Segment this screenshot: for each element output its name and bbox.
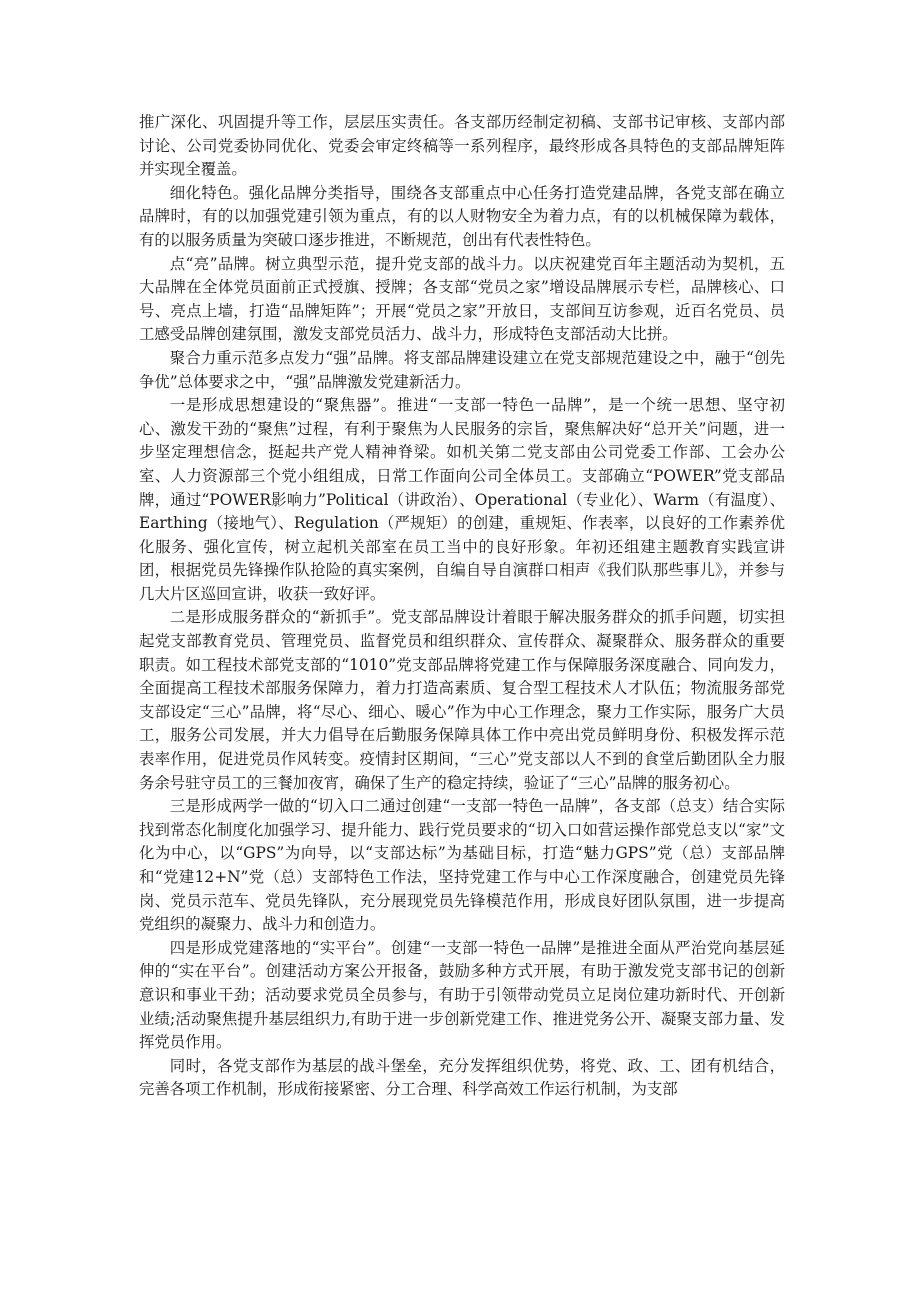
paragraph-meanwhile: 同时，各党支部作为基层的战斗堡垒，充分发挥组织优势，将党、政、工、团有机结合，完善各项工作机制，形成衔接紧密、分工合理、科学高效工作运行机制，为支部 (139, 1056, 785, 1099)
paragraph-point-four: 四是形成党建落地的“实平台”。创建“一支部一特色一品牌”是推进全面从严治党向基层延伸的“实在平台”。创建活动方案公开报备，鼓励多种方式开展，有助于激发党支部书记的创新意识和事业干劲；活动要求党员全员参与，有助于引领带动党员立足岗位建功新时代、开创新业绩;活动聚焦提升基层组织力,有助于进一步创新党建工作、推进党务公开、凝聚支部力量、发挥党员作用。 (139, 938, 785, 1052)
paragraph-point-three: 三是形成两学一做的“切入口二通过创建“一支部一特色一品牌”，各支部（总支）结合实际找到常态化制度化加强学习、提升能力、践行党员要求的“切入口如营运操作部党总支以“家”文化为中心，以“GPS”为向导，以“支部达标”为基础目标，打造“魅力GPS”党（总）支部品牌和“党建12+N”党（总）支部特色工作法，坚持党建工作与中心工作深度融合，创建党员先锋岗、党员示范车、党员先锋队，充分展现党员先锋模范作用，形成良好团队氛围，进一步提高党组织的凝聚力、战斗力和创造力。 (139, 797, 785, 934)
paragraph-light-brand: 点“亮”品牌。树立典型示范，提升党支部的战斗力。以庆祝建党百年主题活动为契机，五大品牌在全体党员面前正式授旗、授牌；各支部“党员之家”增设品牌展示专栏，品牌核心、口号、亮点上墙，打造“品牌矩阵”；开展“党员之家”开放日，支部间互访参观，近百名党员、员工感受品牌创建氛围，激发支部党员活力、战斗力，形成特色支部活动大比拼。 (139, 254, 785, 344)
paragraph-continuation: 推广深化、巩固提升等工作，层层压实责任。各支部历经制定初稿、支部书记审核、支部内部讨论、公司党委协同优化、党委会审定终稿等一系列程序，最终形成各具特色的支部品牌矩阵并实现全覆盖。 (139, 113, 785, 179)
paragraph-strengthen-brand: 聚合力重示范多点发力“强”品牌。将支部品牌建设建立在党支部规范建设之中，融于“创先争优”总体要求之中，“强”品牌激发党建新活力。 (139, 348, 785, 391)
document-body (139, 111, 785, 1102)
paragraph-point-two: 二是形成服务群众的“新抓手”。党支部品牌设计着眼于解决服务群众的抓手问题，切实担起党支部教育党员、管理党员、监督党员和组织群众、宣传群众、凝聚群众、服务群众的重要职责。如工程技术部党支部的“1010”党支部品牌将党建工作与保障服务深度融合、同向发力，全面提高工程技术部服务保障力，着力打造高素质、复合型工程技术人才队伍；物流服务部党支部设定“三心”品牌，将“尽心、细心、暖心”作为中心工作理念，聚力工作实际，服务广大员工，服务公司发展，并大力倡导在后勤服务保障具体工作中亮出党员鲜明身份、积极发挥示范表率作用，促进党员作风转变。疫情封区期间，“三心”党支部以人不到的食堂后勤团队全力服务余号驻守员工的三餐加夜宵，确保了生产的稳定持续，验证了“三心”品牌的服务初心。 (139, 608, 785, 792)
paragraph-point-one: 一是形成思想建设的“聚焦器”。推进“一支部一特色一品牌”，是一个统一思想、坚守初心、激发干劲的“聚焦”过程，有利于聚焦为人民服务的宗旨，聚焦解决好“总开关”问题，进一步坚定理想信念，挺起共产党人精神脊梁。如机关第二党支部由公司党委工作部、工会办公室、人力资源部三个党小组组成，日常工作面向公司全体员工。支部确立“POWER”党支部品牌，通过“POWER影响力”Political（讲政治）、Operational（专业化）、Warm（有温度）、Earthing（接地气）、Regulation（严规矩）的创建，重规矩、作表率，以良好的工作素养优化服务、强化宣传，树立起机关部室在员工当中的良好形象。年初还组建主题教育实践宣讲团，根据党员先锋操作队抢险的真实案例，自编自导自演群口相声《我们队那些事儿》，并参与几大片区巡回宣讲，收获一致好评。 (139, 396, 785, 603)
paragraph-refine-features: 细化特色。强化品牌分类指导，围绕各支部重点中心任务打造党建品牌，各党支部在确立品牌时，有的以加强党建引领为重点，有的以人财物安全为着力点，有的以机械保障为载体，有的以服务质量为突破口逐步推进，不断规范，创出有代表性特色。 (139, 183, 785, 249)
